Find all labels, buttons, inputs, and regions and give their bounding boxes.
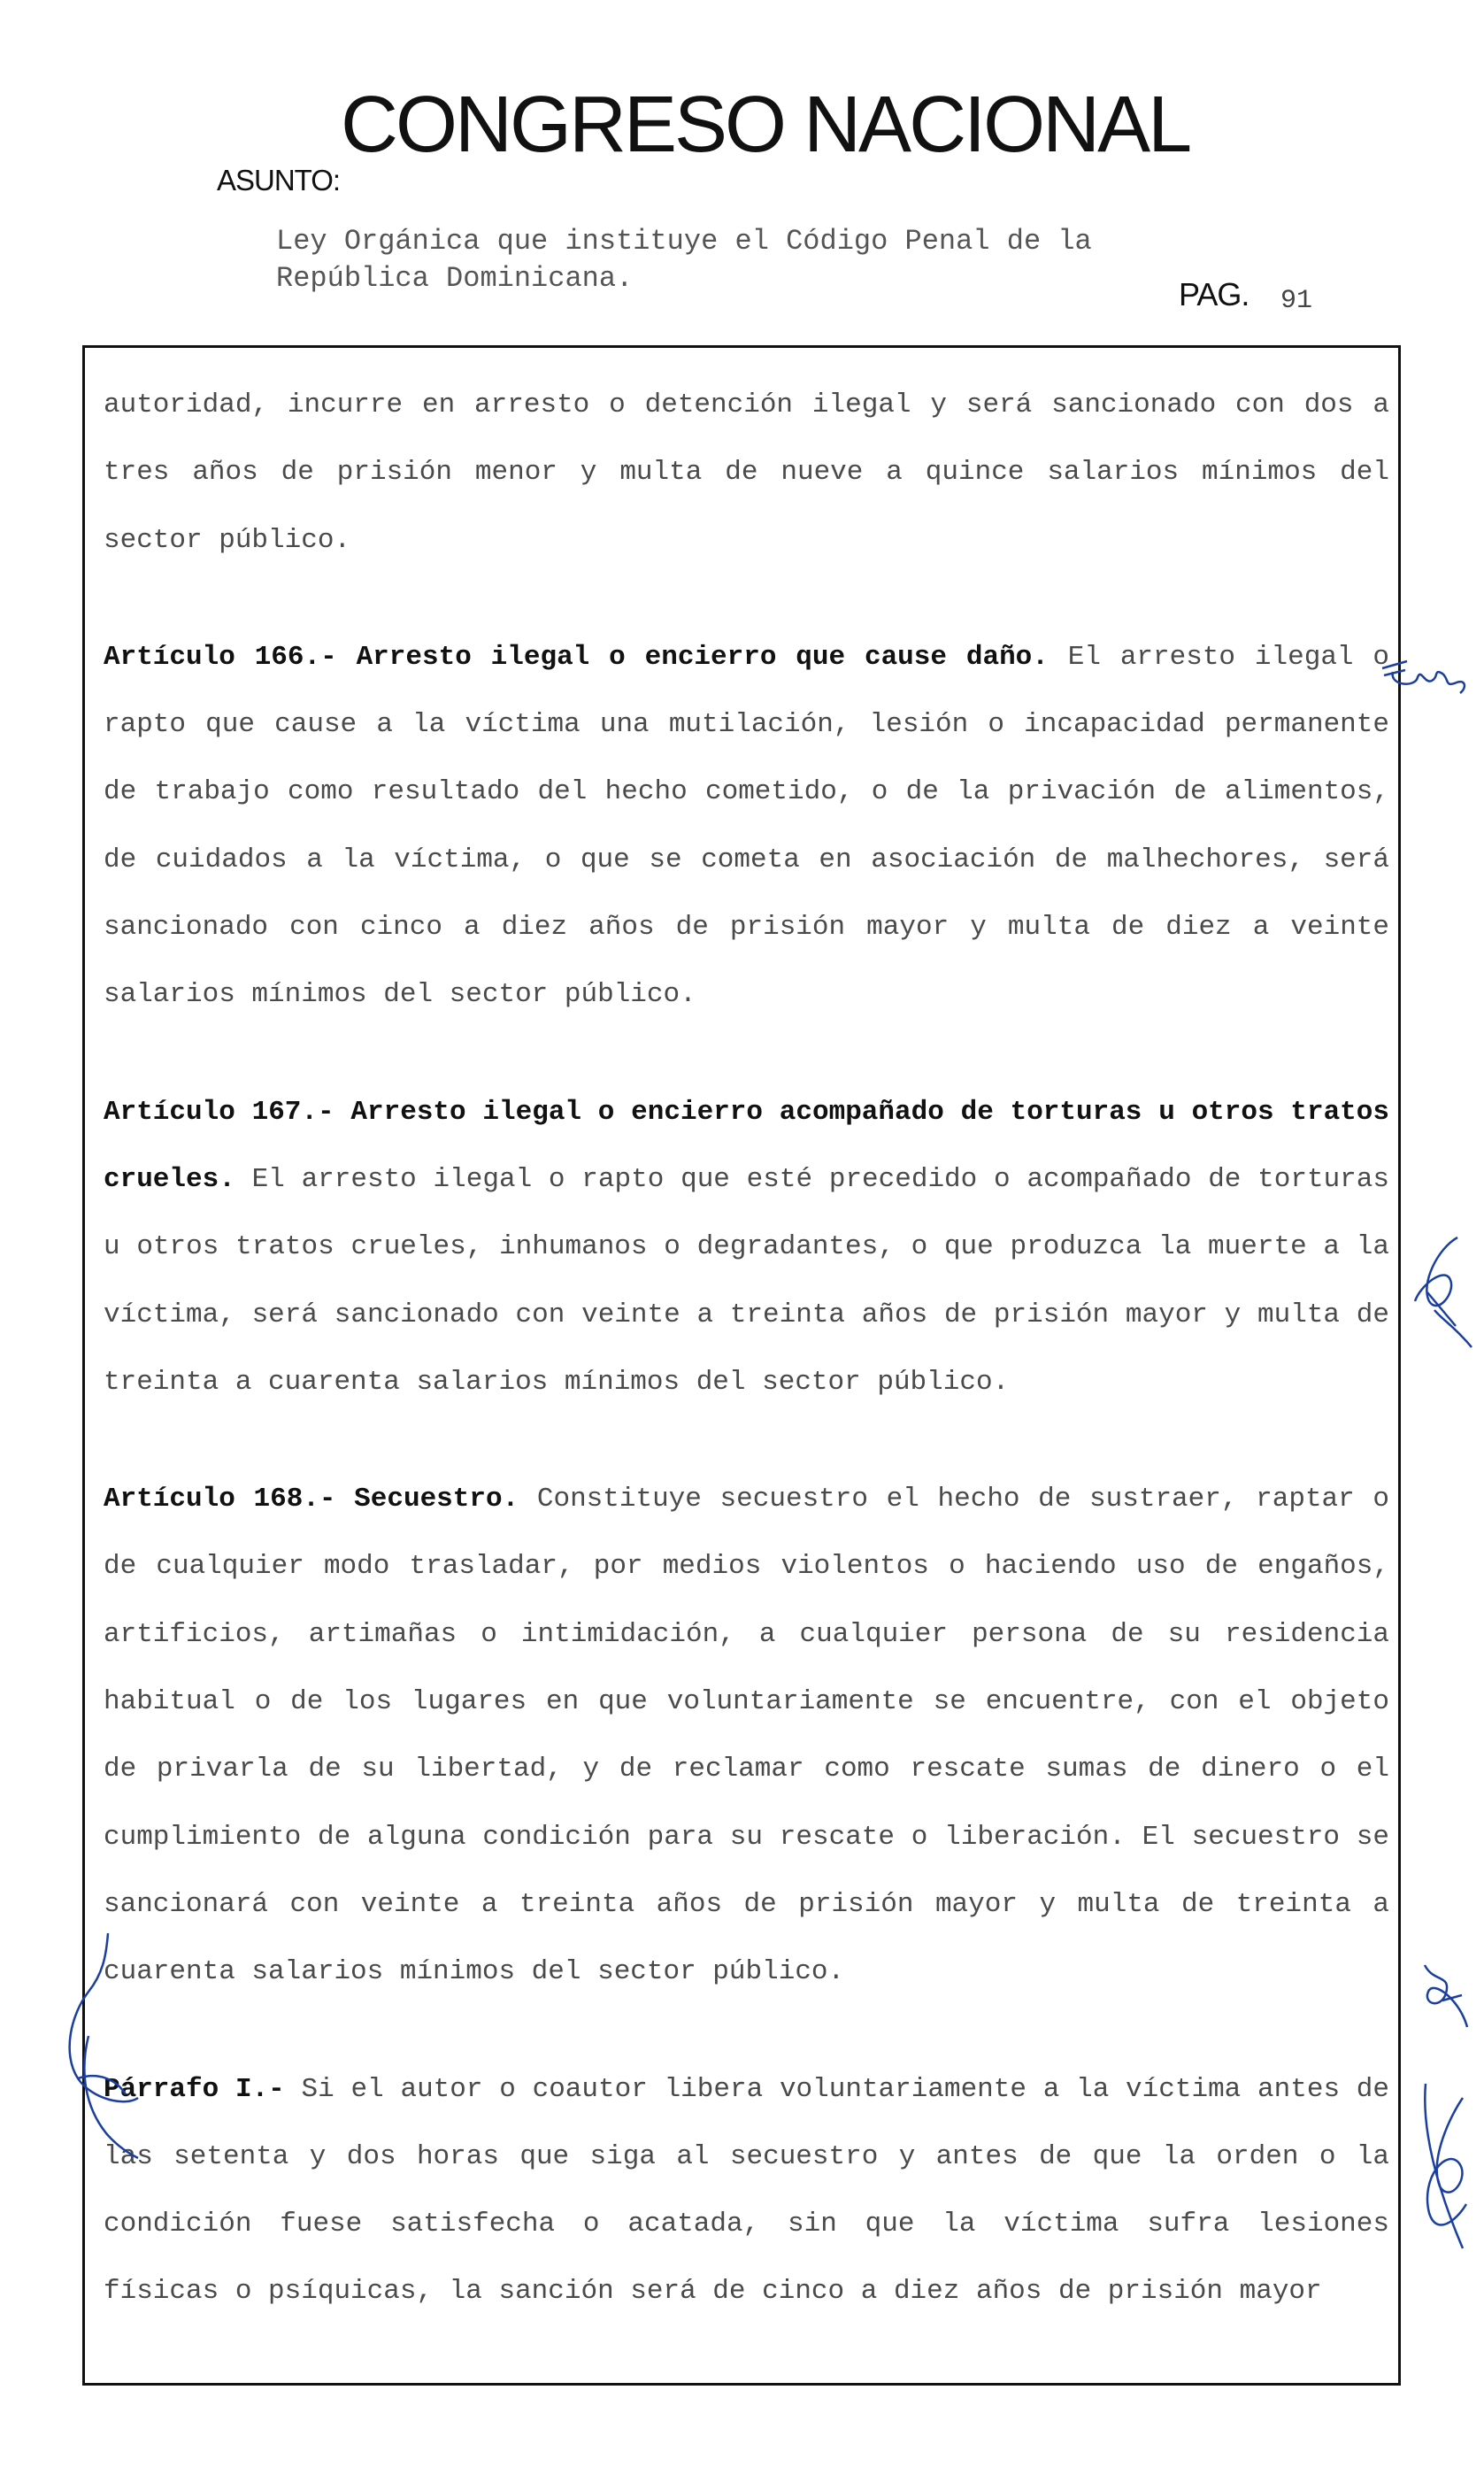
subject-line-1: Ley Orgánica que instituye el Código Penal de la bbox=[276, 225, 1092, 258]
document-body bbox=[104, 372, 1389, 2326]
article-text: El arresto ilegal o rapto que cause a la víctima una mutilación, lesión o incapacidad permanente de trabajo como resultado del hecho cometido, o de la privación de alimentos, de cuidados a la víctima, o que se cometa en asociación de malhechores, será sancionado con cinco a diez años de prisión mayor y multa de diez a veinte salarios mínimos del sector público. bbox=[104, 641, 1389, 1011]
paragraph-continuation bbox=[104, 372, 1389, 574]
article-166 bbox=[104, 624, 1389, 1029]
article-text: Si el autor o coautor libera voluntariamente a la víctima antes de las setenta y dos horas que siga al secuestro y antes de que la orden o la condición fuese satisfecha o acatada, sin que la víctima sufra lesiones físicas o psíquicas, la sanción será de cinco a diez años de prisión mayor bbox=[104, 2073, 1390, 2308]
article-text: El arresto ilegal o rapto que esté precedido o acompañado de torturas u otros tratos crueles, inhumanos o degradantes, o que produzca la muerte a la víctima, será sancionado con veinte a treinta años de prisión mayor y multa de treinta a cuarenta salarios mínimos del sector público. bbox=[104, 1163, 1389, 1398]
asunto-label: ASUNTO: bbox=[217, 164, 341, 197]
page-number: 91 bbox=[1280, 286, 1313, 316]
article-167 bbox=[104, 1079, 1389, 1416]
page-label: PAG. bbox=[1179, 276, 1249, 312]
initials-signature-4 bbox=[1411, 2080, 1478, 2257]
article-heading: Párrafo I.- bbox=[104, 2073, 285, 2105]
article-168 bbox=[104, 1466, 1389, 2006]
initials-signature-2 bbox=[1403, 1230, 1482, 1354]
congress-title: CONGRESO NACIONAL bbox=[341, 81, 1190, 169]
article-heading: Artículo 166.- Arresto ilegal o encierro que cause daño. bbox=[104, 641, 1049, 673]
document-subject bbox=[276, 223, 1092, 297]
article-heading: Artículo 167.- Arresto ilegal o encierro acompañado de torturas u otros tratos crueles. bbox=[104, 1096, 1389, 1195]
paragraph-i bbox=[104, 2056, 1389, 2326]
paragraph-text: autoridad, incurre en arresto o detención ilegal y será sancionado con dos a tres años de prisión menor y multa de nueve a quince salarios mínimos del sector público. bbox=[104, 389, 1389, 556]
subject-line-2: República Dominicana. bbox=[276, 262, 634, 295]
article-text: Constituye secuestro el hecho de sustraer, raptar o de cualquier modo trasladar, por medios violentos o haciendo uso de engaños, artificios, artimañas o intimidación, a cualquier persona de su residencia habitual o de los lugares en que voluntariamente se encuentre, con el objeto de privarla de su libertad, y de reclamar como rescate sumas de dinero o el cumplimiento de alguna condición para su rescate o liberación. El secuestro se sancionará con veinte a treinta años de prisión mayor y multa de treinta a cuarenta salarios mínimos del sector público. bbox=[104, 1484, 1390, 1988]
article-heading: Artículo 168.- Secuestro. bbox=[104, 1484, 519, 1515]
initials-signature-3 bbox=[1416, 1956, 1478, 2036]
